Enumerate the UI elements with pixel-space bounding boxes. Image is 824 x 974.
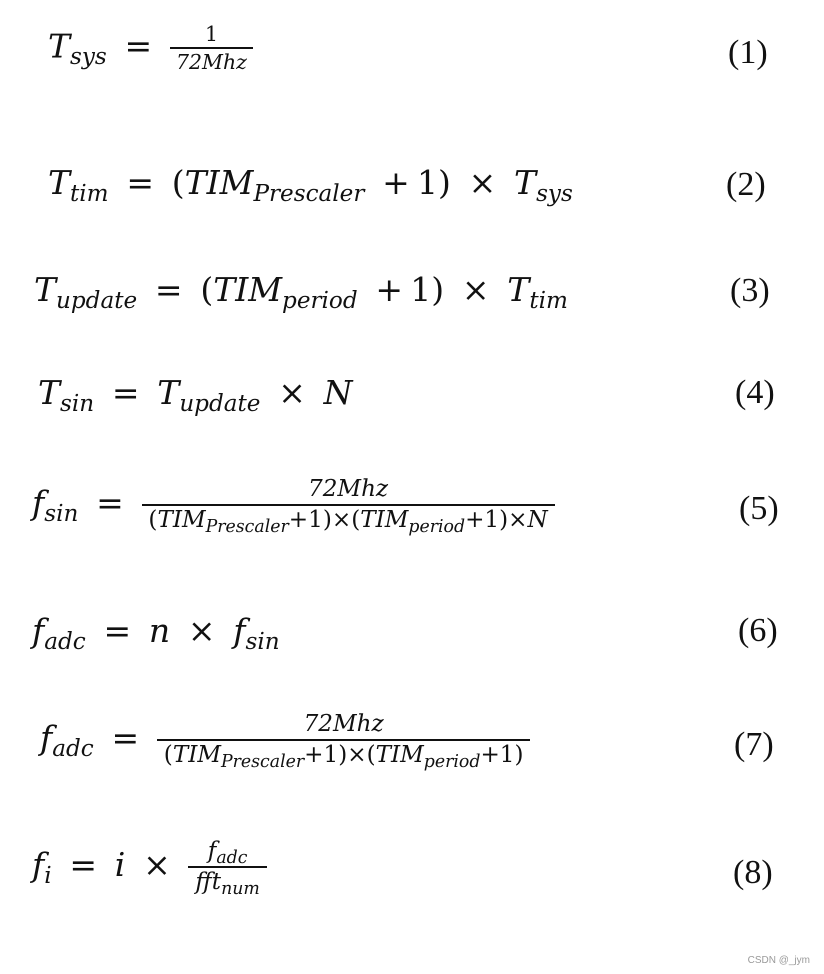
denominator [188, 866, 266, 900]
right-paren: ) [499, 507, 509, 534]
subscript-sin: sin [60, 390, 95, 417]
symbol-T: T [48, 26, 71, 66]
numerator: 72Mhz [308, 476, 389, 502]
equation-number-4: (4) [735, 374, 775, 411]
one: 1 [499, 742, 515, 769]
subscript-sin: sin [44, 501, 79, 528]
subscript-period: period [408, 517, 466, 538]
equals-sign: = [111, 718, 140, 758]
left-paren: ( [200, 270, 214, 309]
denominator [157, 739, 531, 773]
fraction [157, 711, 531, 773]
subscript-tim: tim [70, 180, 109, 207]
times-sign: × [278, 373, 306, 412]
symbol-TIM: TIM [213, 270, 283, 309]
numerator [188, 838, 266, 869]
equals-sign: = [96, 483, 124, 523]
subscript-update: update [56, 287, 138, 314]
left-paren: ( [148, 507, 158, 534]
symbol-T: T [514, 163, 537, 202]
denominator: 72Mhz [170, 47, 253, 72]
plus-sign: + [480, 742, 500, 769]
times-sign: × [468, 163, 497, 202]
fraction [170, 24, 253, 73]
numerator: 1 [204, 22, 218, 46]
denominator [142, 504, 555, 538]
right-paren: ) [431, 270, 445, 309]
symbol-T: T [48, 163, 71, 202]
left-paren: ( [163, 742, 173, 769]
symbol-f: f [233, 611, 246, 650]
symbol-T: T [157, 373, 180, 412]
times-sign: × [461, 270, 490, 309]
times-sign: × [347, 742, 367, 769]
right-paren: ) [438, 163, 451, 202]
subscript-i: i [44, 863, 52, 890]
symbol-n: n [148, 611, 171, 650]
equals-sign: = [154, 270, 183, 309]
symbol-TIM: TIM [184, 163, 254, 202]
subscript-prescaler: Prescaler [221, 752, 305, 773]
subscript-num: num [221, 879, 260, 900]
plus-sign: + [375, 270, 404, 309]
symbol-f: f [32, 611, 45, 650]
one: 1 [323, 742, 339, 769]
equation-3 [34, 270, 568, 314]
times-sign: × [187, 611, 216, 650]
subscript-sin: sin [245, 628, 280, 655]
subscript-adc: adc [216, 848, 248, 869]
symbol-T: T [38, 373, 61, 412]
equation-number-1: (1) [728, 34, 768, 71]
right-paren: ) [322, 507, 332, 534]
symbol-f: f [207, 838, 217, 864]
equation-2 [48, 163, 573, 207]
times-sign: × [508, 507, 528, 534]
times-sign: × [331, 507, 352, 534]
equation-number-5: (5) [739, 490, 779, 527]
symbol-N: N [323, 373, 353, 412]
symbol-i: i [114, 845, 126, 885]
right-paren: ) [338, 742, 348, 769]
subscript-adc: adc [52, 736, 94, 763]
one: 1 [484, 507, 500, 534]
equation-4 [38, 373, 353, 417]
subscript-adc: adc [44, 628, 86, 655]
symbol-T: T [34, 270, 57, 309]
left-paren: ( [366, 742, 376, 769]
fraction [188, 838, 266, 900]
symbol-T: T [507, 270, 530, 309]
symbol-TIM: TIM [375, 742, 424, 769]
subscript-update: update [179, 390, 261, 417]
subscript-period: period [282, 287, 358, 314]
one: 1 [410, 270, 432, 309]
watermark: CSDN @_jym [747, 955, 810, 966]
equation-number-7: (7) [734, 726, 774, 763]
plus-sign: + [304, 742, 324, 769]
symbol-TIM: TIM [157, 507, 206, 534]
symbol-fft: fft [195, 869, 222, 896]
one: 1 [417, 163, 439, 202]
equation-8 [32, 838, 267, 900]
equals-sign: = [69, 845, 98, 885]
equation-1 [48, 24, 253, 73]
equation-6 [32, 611, 280, 655]
equation-number-3: (3) [730, 272, 770, 309]
symbol-f: f [32, 845, 45, 885]
equals-sign: = [126, 163, 154, 202]
one: 1 [308, 507, 323, 534]
times-sign: × [143, 845, 171, 885]
equation-number-2: (2) [726, 166, 766, 203]
symbol-f: f [32, 483, 45, 523]
equation-5 [32, 476, 555, 538]
subscript-prescaler: Prescaler [253, 180, 365, 207]
symbol-N: N [527, 507, 548, 534]
plus-sign: + [465, 507, 485, 534]
equation-number-8: (8) [733, 854, 773, 891]
subscript-sys: sys [70, 44, 107, 71]
right-paren: ) [514, 742, 524, 769]
equation-number-6: (6) [738, 612, 778, 649]
subscript-prescaler: Prescaler [205, 517, 289, 538]
equals-sign: = [111, 373, 140, 412]
numerator: 72Mhz [303, 711, 384, 737]
subscript-tim: tim [529, 287, 568, 314]
symbol-TIM: TIM [172, 742, 221, 769]
equation-7 [40, 711, 530, 773]
plus-sign: + [288, 507, 309, 534]
equals-sign: = [103, 611, 132, 650]
subscript-sys: sys [536, 180, 573, 207]
equals-sign: = [124, 26, 153, 66]
fraction [142, 476, 555, 538]
left-paren: ( [171, 163, 185, 202]
subscript-period: period [423, 752, 481, 773]
left-paren: ( [351, 507, 361, 534]
symbol-TIM: TIM [360, 507, 409, 534]
plus-sign: + [382, 163, 410, 202]
symbol-f: f [40, 718, 53, 758]
